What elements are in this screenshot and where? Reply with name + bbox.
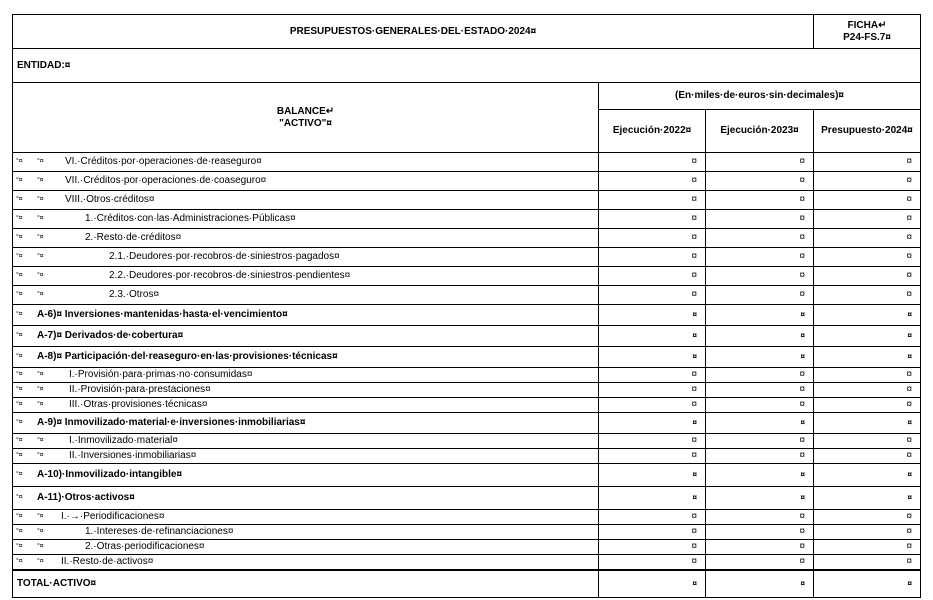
value-cell[interactable]: ¤ (599, 525, 706, 540)
value-cell[interactable]: ¤ (814, 267, 921, 286)
row-label-cell (13, 487, 599, 510)
total-label: TOTAL·ACTIVO¤ (13, 570, 599, 598)
row-label-cell (13, 248, 599, 267)
value-cell[interactable]: ¤ (814, 172, 921, 191)
total-value-cell[interactable]: ¤ (599, 570, 706, 598)
row-label: A-11)·Otros·activos¤ (37, 492, 135, 503)
cell-mark: °¤ (16, 215, 23, 222)
cell-mark: °¤ (37, 452, 44, 459)
cell-mark: °¤ (37, 234, 44, 241)
cell-mark: °¤ (16, 158, 23, 165)
row-label-cell (13, 413, 599, 434)
table-row (13, 248, 921, 267)
ficha-line-1: FICHA↵ (847, 19, 887, 31)
units-label: (En·miles·de·euros·sin·decimales)¤ (599, 83, 921, 110)
cell-mark: °¤ (16, 234, 23, 241)
row-label: A-7)¤ Derivados·de·cobertura¤ (37, 330, 184, 341)
total-value-cell[interactable]: ¤ (706, 570, 814, 598)
value-cell[interactable]: ¤ (599, 540, 706, 555)
cell-mark: °¤ (16, 543, 23, 550)
row-label-cell (13, 464, 599, 487)
row-label: 2.2.·Deudores·por·recobros·de·siniestros·pendientes¤ (109, 270, 351, 281)
cell-mark: °¤ (37, 386, 44, 393)
value-cell[interactable]: ¤ (706, 210, 814, 229)
table-row (13, 434, 921, 449)
table-row (13, 267, 921, 286)
value-cell[interactable]: ¤ (706, 464, 814, 487)
value-cell[interactable]: ¤ (599, 153, 706, 172)
table-row (13, 305, 921, 326)
row-label: VIII.·Otros·créditos¤ (65, 194, 155, 205)
table-row (13, 449, 921, 464)
value-cell[interactable]: ¤ (706, 368, 814, 383)
row-label-cell (13, 555, 599, 571)
cell-mark: °¤ (37, 215, 44, 222)
cell-mark: °¤ (16, 332, 23, 339)
row-label-cell (13, 383, 599, 398)
row-label: I.·Inmovilizado·material¤ (69, 435, 178, 446)
value-cell[interactable]: ¤ (599, 510, 706, 525)
cell-mark: °¤ (16, 452, 23, 459)
value-cell[interactable]: ¤ (599, 248, 706, 267)
value-cell[interactable]: ¤ (814, 487, 921, 510)
value-cell[interactable]: ¤ (814, 326, 921, 347)
value-cell[interactable]: ¤ (814, 191, 921, 210)
page-title: PRESUPUESTOS·GENERALES·DEL·ESTADO·2024¤ (13, 15, 814, 49)
value-cell[interactable]: ¤ (599, 398, 706, 413)
value-cell[interactable]: ¤ (599, 383, 706, 398)
table-row (13, 347, 921, 368)
row-label: 2.1.·Deudores·por·recobros·de·siniestros·pagados¤ (109, 251, 340, 262)
cell-mark: °¤ (16, 386, 23, 393)
cell-mark: °¤ (37, 253, 44, 260)
value-cell[interactable]: ¤ (706, 540, 814, 555)
value-cell[interactable]: ¤ (706, 434, 814, 449)
row-label: 1.·Créditos·con·las·Administraciones·Públicas¤ (85, 213, 296, 224)
table-row (13, 229, 921, 248)
value-cell[interactable]: ¤ (599, 326, 706, 347)
row-label-cell (13, 326, 599, 347)
total-value-cell[interactable]: ¤ (814, 570, 921, 598)
table-row (13, 210, 921, 229)
value-cell[interactable]: ¤ (814, 368, 921, 383)
cell-mark: °¤ (16, 177, 23, 184)
row-label-cell (13, 305, 599, 326)
budget-sheet (12, 14, 920, 598)
table-row (13, 540, 921, 555)
ficha-code (814, 15, 921, 49)
value-cell[interactable]: ¤ (706, 172, 814, 191)
table-row (13, 191, 921, 210)
value-cell[interactable]: ¤ (706, 398, 814, 413)
row-label: A-9)¤ Inmovilizado·material·e·inversiones·inmobiliarias¤ (37, 417, 306, 428)
value-cell[interactable]: ¤ (706, 413, 814, 434)
cell-mark: °¤ (16, 419, 23, 426)
balance-table (12, 14, 921, 598)
row-label: A-8)¤ Participación·del·reaseguro·en·las·provisiones·técnicas¤ (37, 351, 338, 362)
row-label: II.·Resto·de·activos¤ (61, 556, 154, 567)
value-cell[interactable]: ¤ (814, 540, 921, 555)
value-cell[interactable]: ¤ (706, 286, 814, 305)
balance-line-1: BALANCE↵ (276, 105, 335, 117)
table-row (13, 286, 921, 305)
value-cell[interactable]: ¤ (706, 248, 814, 267)
value-cell[interactable]: ¤ (599, 267, 706, 286)
value-cell[interactable]: ¤ (706, 510, 814, 525)
value-cell[interactable]: ¤ (599, 464, 706, 487)
cell-mark: °¤ (16, 196, 23, 203)
value-cell[interactable]: ¤ (814, 398, 921, 413)
cell-mark: °¤ (16, 558, 23, 565)
value-cell[interactable]: ¤ (599, 487, 706, 510)
cell-mark: °¤ (37, 513, 44, 520)
value-cell[interactable]: ¤ (814, 347, 921, 368)
table-row (13, 368, 921, 383)
table-row (13, 525, 921, 540)
cell-mark: °¤ (37, 158, 44, 165)
row-label: I.·→·Periodificaciones¤ (61, 511, 165, 522)
cell-mark: °¤ (16, 513, 23, 520)
balance-heading (13, 83, 599, 153)
cell-mark: °¤ (16, 437, 23, 444)
row-label-cell (13, 229, 599, 248)
title-row (13, 15, 921, 49)
cell-mark: °¤ (16, 471, 23, 478)
value-cell[interactable]: ¤ (599, 413, 706, 434)
column-header-2023: Ejecución·2023¤ (706, 110, 814, 153)
cell-mark: °¤ (37, 272, 44, 279)
entidad-label: ENTIDAD:¤ (13, 49, 921, 83)
row-label: A-10)·Inmovilizado·intangible¤ (37, 469, 183, 480)
table-row (13, 153, 921, 172)
value-cell[interactable]: ¤ (814, 555, 921, 571)
units-row (13, 83, 921, 110)
value-cell[interactable]: ¤ (599, 210, 706, 229)
value-cell[interactable]: ¤ (706, 267, 814, 286)
value-cell[interactable]: ¤ (599, 305, 706, 326)
table-row (13, 487, 921, 510)
value-cell[interactable]: ¤ (706, 383, 814, 398)
row-label: I.·Provisión·para·primas·no·consumidas¤ (69, 369, 253, 380)
row-label-cell (13, 267, 599, 286)
value-cell[interactable]: ¤ (706, 305, 814, 326)
row-label: A-6)¤ Inversiones·mantenidas·hasta·el·vencimiento¤ (37, 309, 288, 320)
cell-mark: °¤ (37, 558, 44, 565)
value-cell[interactable]: ¤ (814, 449, 921, 464)
value-cell[interactable]: ¤ (706, 487, 814, 510)
table-row (13, 510, 921, 525)
cell-mark: °¤ (37, 196, 44, 203)
table-row (13, 398, 921, 413)
value-cell[interactable]: ¤ (706, 525, 814, 540)
row-label-cell (13, 153, 599, 172)
value-cell[interactable]: ¤ (599, 555, 706, 571)
cell-mark: °¤ (37, 437, 44, 444)
value-cell[interactable]: ¤ (706, 229, 814, 248)
row-label: VII.·Créditos·por·operaciones·de·coaseguro¤ (65, 175, 267, 186)
row-label-cell (13, 286, 599, 305)
cell-mark: °¤ (16, 311, 23, 318)
row-label-cell (13, 368, 599, 383)
value-cell[interactable]: ¤ (599, 347, 706, 368)
cell-mark: °¤ (16, 528, 23, 535)
value-cell[interactable]: ¤ (814, 434, 921, 449)
row-label: 2.·Otras·periodificaciones¤ (85, 541, 205, 552)
row-label-cell (13, 398, 599, 413)
value-cell[interactable]: ¤ (706, 153, 814, 172)
row-label: II.·Inversiones·inmobiliarias¤ (69, 450, 197, 461)
cell-mark: °¤ (16, 401, 23, 408)
value-cell[interactable]: ¤ (814, 525, 921, 540)
value-cell[interactable]: ¤ (599, 449, 706, 464)
value-cell[interactable]: ¤ (706, 326, 814, 347)
value-cell[interactable]: ¤ (599, 434, 706, 449)
balance-line-2: "ACTIVO"¤ (279, 117, 332, 129)
value-cell[interactable]: ¤ (814, 383, 921, 398)
value-cell[interactable]: ¤ (599, 191, 706, 210)
table-row (13, 383, 921, 398)
cell-mark: °¤ (37, 528, 44, 535)
column-header-2024: Presupuesto·2024¤ (814, 110, 921, 153)
ficha-line-2: P24-FS.7¤ (843, 31, 891, 43)
table-row (13, 326, 921, 347)
row-label: II.·Provisión·para·prestaciones¤ (69, 384, 211, 395)
cell-mark: °¤ (37, 371, 44, 378)
value-cell[interactable]: ¤ (814, 510, 921, 525)
value-cell[interactable]: ¤ (706, 555, 814, 571)
row-label-cell (13, 434, 599, 449)
row-label-cell (13, 347, 599, 368)
value-cell[interactable]: ¤ (814, 413, 921, 434)
value-cell[interactable]: ¤ (706, 347, 814, 368)
row-label-cell (13, 525, 599, 540)
value-cell[interactable]: ¤ (599, 172, 706, 191)
value-cell[interactable]: ¤ (814, 153, 921, 172)
row-label-cell (13, 540, 599, 555)
cell-mark: °¤ (37, 543, 44, 550)
table-row (13, 555, 921, 571)
cell-mark: °¤ (37, 291, 44, 298)
value-cell[interactable]: ¤ (599, 286, 706, 305)
value-cell[interactable]: ¤ (599, 229, 706, 248)
cell-mark: °¤ (16, 494, 23, 501)
table-row (13, 464, 921, 487)
row-label-cell (13, 449, 599, 464)
value-cell[interactable]: ¤ (814, 464, 921, 487)
table-row (13, 172, 921, 191)
value-cell[interactable]: ¤ (814, 248, 921, 267)
cell-mark: °¤ (16, 253, 23, 260)
cell-mark: °¤ (16, 291, 23, 298)
table-row (13, 413, 921, 434)
cell-mark: °¤ (37, 177, 44, 184)
total-row (13, 570, 921, 598)
cell-mark: °¤ (16, 272, 23, 279)
cell-mark: °¤ (37, 401, 44, 408)
value-cell[interactable]: ¤ (814, 305, 921, 326)
value-cell[interactable]: ¤ (814, 286, 921, 305)
row-label: 1.·Intereses·de·refinanciaciones¤ (85, 526, 234, 537)
row-label: III.·Otras·provisiones·técnicas¤ (69, 399, 208, 410)
row-label: 2.·Resto·de·créditos¤ (85, 232, 182, 243)
value-cell[interactable]: ¤ (599, 368, 706, 383)
value-cell[interactable]: ¤ (814, 210, 921, 229)
row-label-cell (13, 191, 599, 210)
row-label-cell (13, 172, 599, 191)
row-label-cell (13, 210, 599, 229)
column-header-2022: Ejecución·2022¤ (599, 110, 706, 153)
row-label: 2.3.·Otros¤ (109, 289, 160, 300)
row-label: VI.·Créditos·por·operaciones·de·reaseguro¤ (65, 156, 262, 167)
cell-mark: °¤ (16, 353, 23, 360)
cell-mark: °¤ (16, 371, 23, 378)
entidad-row (13, 49, 921, 83)
value-cell[interactable]: ¤ (706, 449, 814, 464)
value-cell[interactable]: ¤ (706, 191, 814, 210)
value-cell[interactable]: ¤ (814, 229, 921, 248)
row-label-cell (13, 510, 599, 525)
